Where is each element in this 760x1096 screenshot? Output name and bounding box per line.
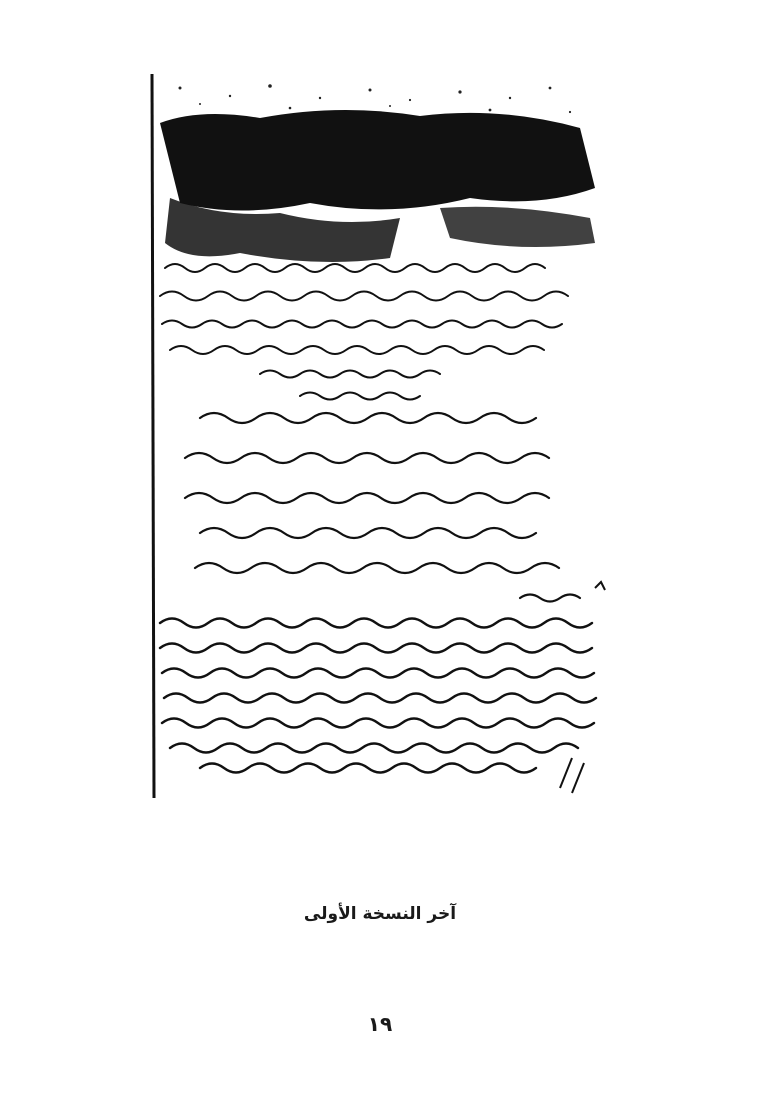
manuscript-scan-svg <box>140 68 610 808</box>
manuscript-image <box>140 68 610 808</box>
handwriting-middle <box>185 413 580 602</box>
speckle-noise <box>179 84 572 113</box>
page-number: ١٩ <box>367 1012 393 1036</box>
margin-marks <box>560 582 605 793</box>
caption: آخر النسخة الأولى <box>303 904 457 924</box>
handwriting-upper <box>160 264 568 400</box>
page-edge-line <box>152 74 154 798</box>
ink-damage-region <box>160 110 595 262</box>
handwriting-lower <box>160 619 596 773</box>
